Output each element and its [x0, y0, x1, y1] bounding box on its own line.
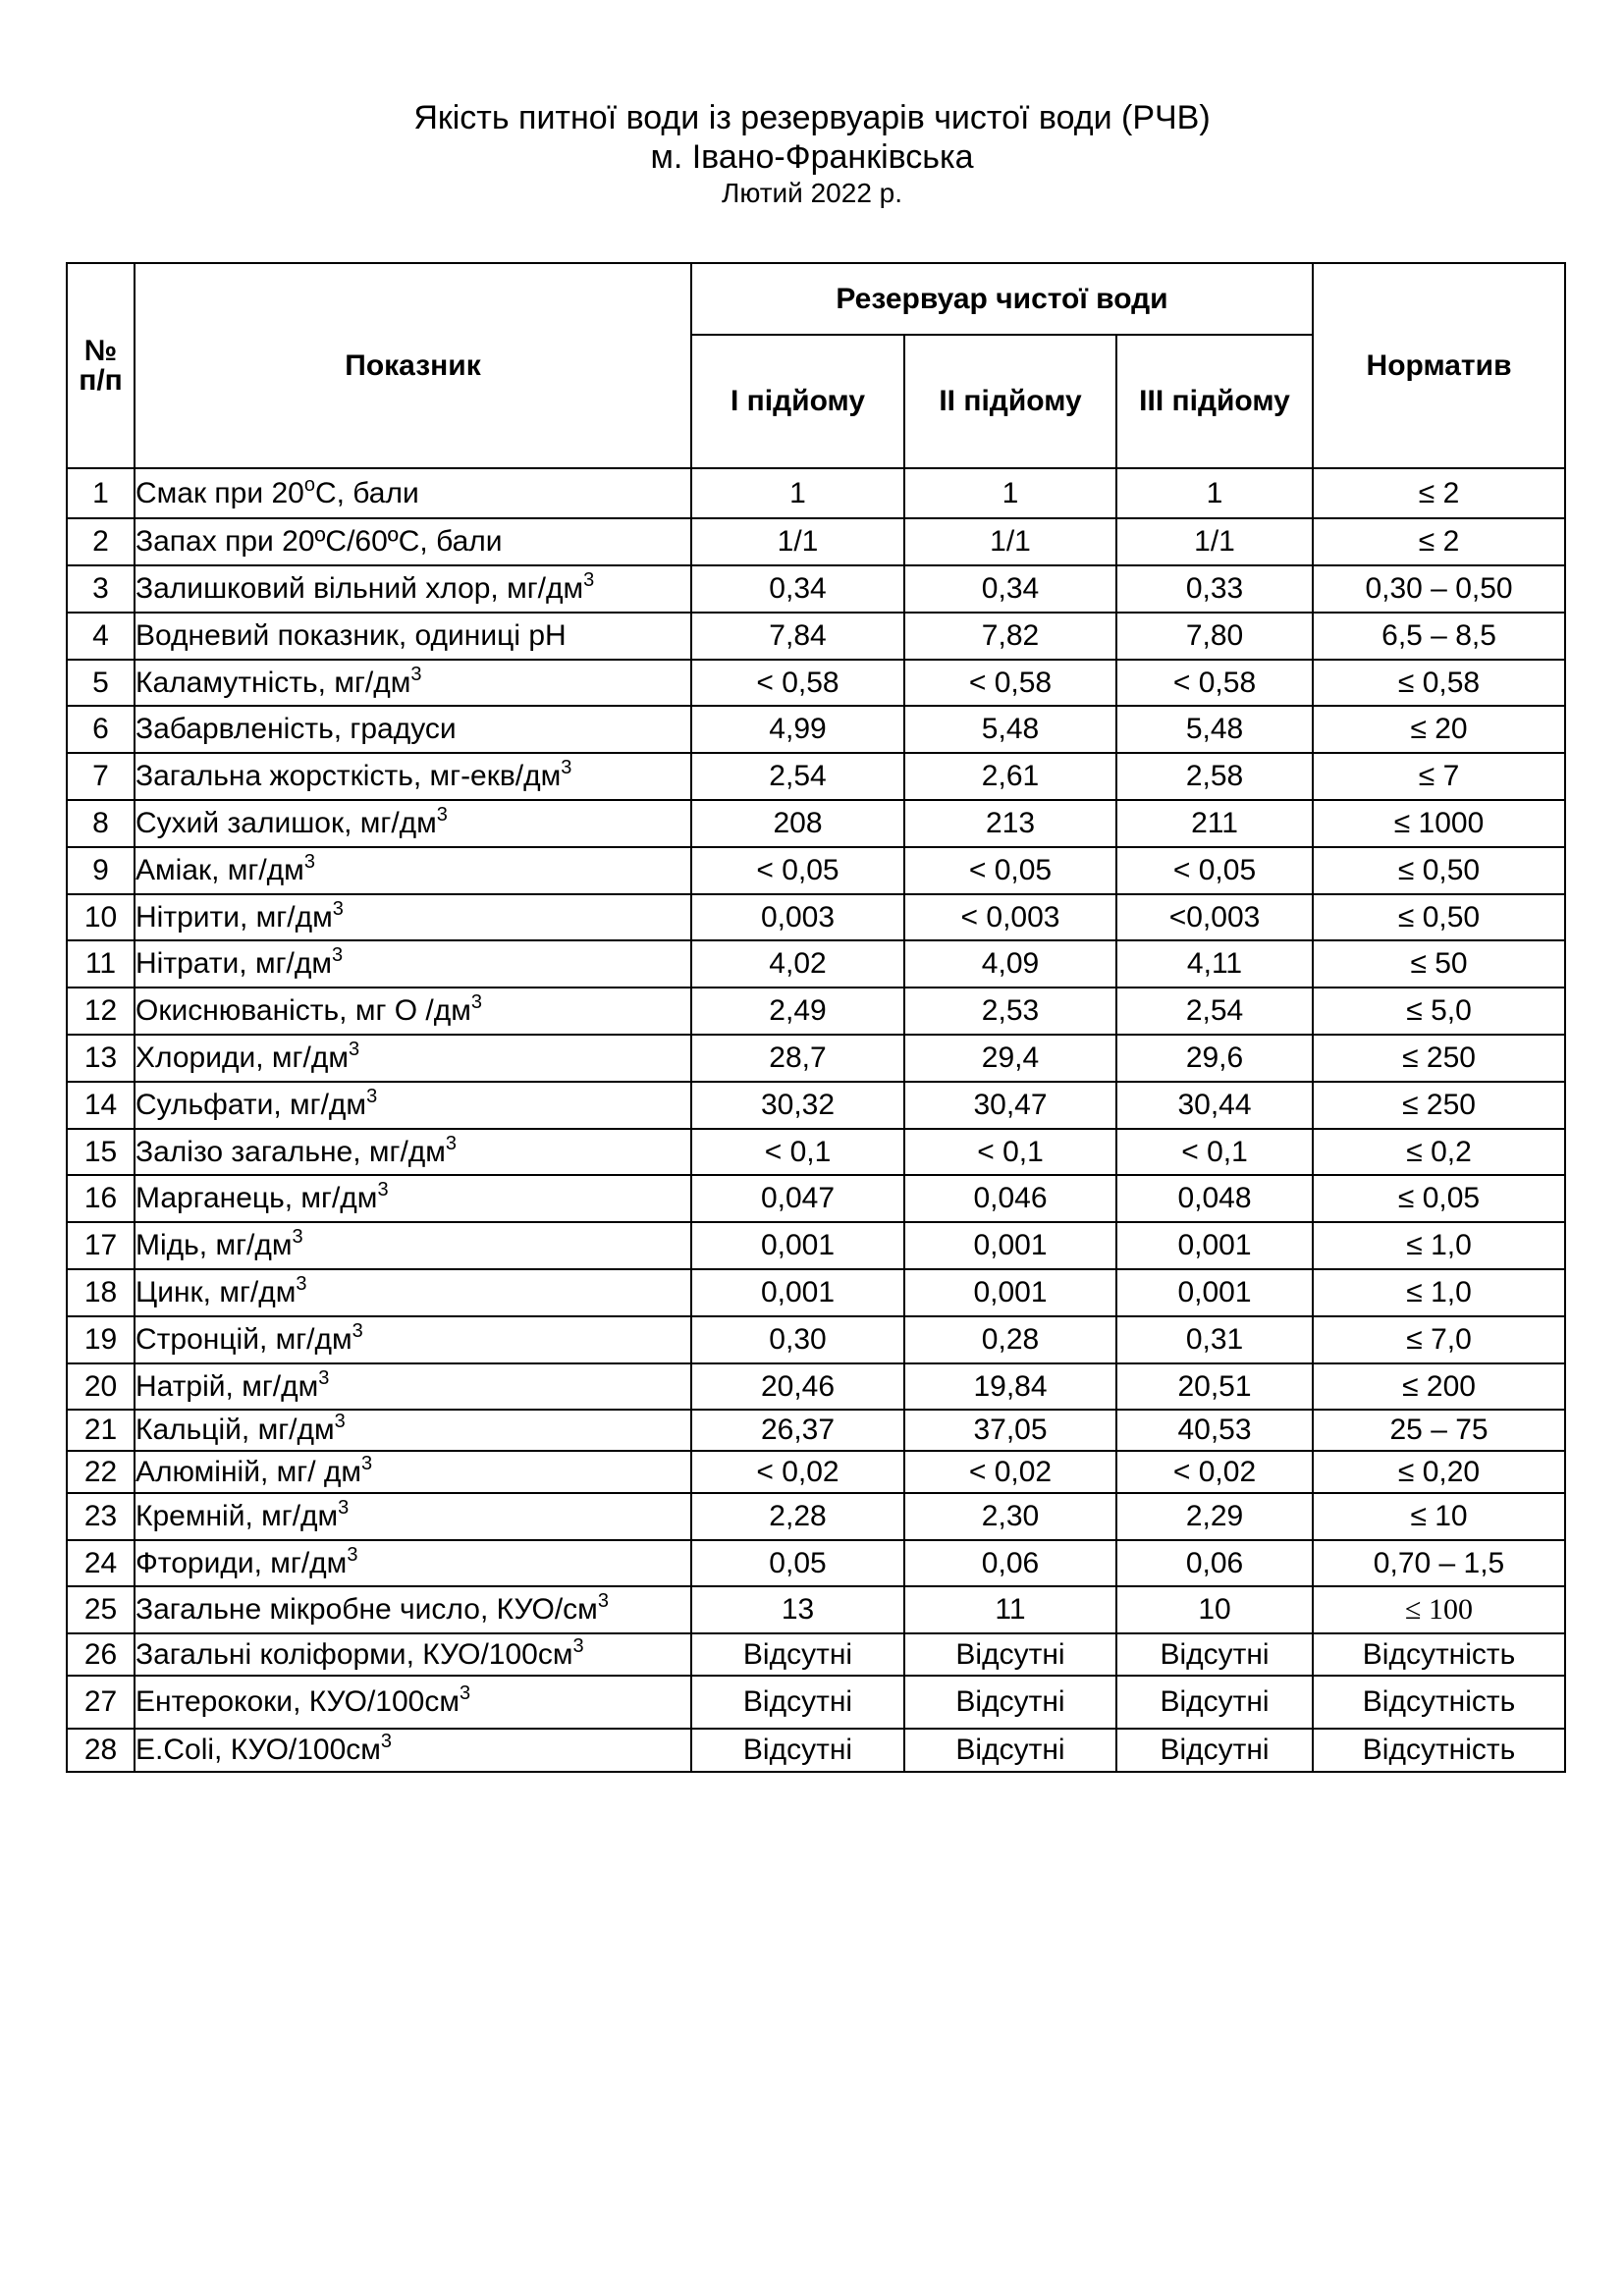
- reservoir-1-value: 2,54: [691, 753, 904, 800]
- norm-value: Відсутність: [1313, 1729, 1565, 1772]
- norm-value: ≤ 1,0: [1313, 1269, 1565, 1316]
- indicator-name: [135, 940, 691, 988]
- table-row: [67, 1082, 1565, 1129]
- indicator-label: Загальна жорсткість, мг-екв/дм: [135, 760, 562, 792]
- row-number: 6: [67, 706, 135, 753]
- reservoir-1-value: < 0,1: [691, 1129, 904, 1175]
- table-row: [67, 1540, 1565, 1586]
- indicator-name: [135, 1451, 691, 1493]
- norm-value: 0,70 – 1,5: [1313, 1540, 1565, 1586]
- unit-superscript: 3: [296, 1273, 307, 1295]
- reservoir-1-value: 20,46: [691, 1363, 904, 1410]
- indicator-name: [135, 1493, 691, 1540]
- row-number: 25: [67, 1586, 135, 1633]
- reservoir-1-value: Відсутні: [691, 1729, 904, 1772]
- indicator-label: Залізо загальне, мг/дм: [135, 1135, 446, 1168]
- table-row: [67, 1129, 1565, 1175]
- reservoir-1-value: 0,34: [691, 565, 904, 613]
- reservoir-3-value: 0,048: [1116, 1175, 1313, 1222]
- row-number: 28: [67, 1729, 135, 1772]
- indicator-name: [135, 468, 691, 518]
- header-indicator: Показник: [135, 263, 691, 468]
- reservoir-3-value: 1: [1116, 468, 1313, 518]
- indicator-label: Стронцій, мг/дм: [135, 1323, 352, 1356]
- table-row: [67, 1633, 1565, 1676]
- indicator-name: [135, 1363, 691, 1410]
- row-number: 21: [67, 1410, 135, 1451]
- indicator-name: [135, 613, 691, 660]
- indicator-label: Цинк, мг/дм: [135, 1276, 297, 1308]
- reservoir-2-value: 5,48: [904, 706, 1116, 753]
- norm-value: ≤ 7: [1313, 753, 1565, 800]
- reservoir-2-value: 30,47: [904, 1082, 1116, 1129]
- reservoir-1-value: 0,047: [691, 1175, 904, 1222]
- unit-superscript: 3: [303, 851, 315, 873]
- reservoir-3-value: <0,003: [1116, 894, 1313, 940]
- norm-value: ≤ 1,0: [1313, 1222, 1565, 1269]
- reservoir-3-value: 1/1: [1116, 518, 1313, 565]
- norm-value: ≤ 2: [1313, 468, 1565, 518]
- reservoir-3-value: < 0,1: [1116, 1129, 1313, 1175]
- indicator-label: Нітрати, мг/дм: [135, 947, 332, 980]
- unit-superscript: 3: [352, 1320, 363, 1342]
- indicator-name: [135, 1540, 691, 1586]
- indicator-name: [135, 1175, 691, 1222]
- table-row: [67, 940, 1565, 988]
- reservoir-1-value: 0,001: [691, 1269, 904, 1316]
- table-row: [67, 613, 1565, 660]
- reservoir-1-value: 0,003: [691, 894, 904, 940]
- indicator-label: Запах при 20ºС/60ºС, бали: [135, 525, 503, 558]
- reservoir-1-value: 2,28: [691, 1493, 904, 1540]
- indicator-label: Водневий показник, одиниці рН: [135, 619, 567, 652]
- reservoir-2-value: 1: [904, 468, 1116, 518]
- norm-value: 25 – 75: [1313, 1410, 1565, 1451]
- reservoir-3-value: 20,51: [1116, 1363, 1313, 1410]
- unit-superscript: 3: [470, 991, 483, 1013]
- row-number: 18: [67, 1269, 135, 1316]
- indicator-label: Фториди, мг/дм: [135, 1546, 348, 1579]
- reservoir-3-value: 2,54: [1116, 988, 1313, 1035]
- indicator-label: Алюміній, мг/ дм: [135, 1455, 361, 1488]
- header-reservoir-group: Резервуар чистої води: [691, 263, 1313, 335]
- header-number-line1: №: [83, 334, 118, 367]
- indicator-name: [135, 1729, 691, 1772]
- norm-value: ≤ 250: [1313, 1035, 1565, 1082]
- table-row: [67, 660, 1565, 706]
- indicator-label: Аміак, мг/дм: [135, 854, 304, 886]
- reservoir-2-value: 4,09: [904, 940, 1116, 988]
- row-number: 17: [67, 1222, 135, 1269]
- table-row: [67, 894, 1565, 940]
- indicator-name: [135, 565, 691, 613]
- title-line-1: Якість питної води із резервуарів чистої води (РЧВ): [413, 99, 1211, 136]
- row-number: 24: [67, 1540, 135, 1586]
- reservoir-1-value: 0,001: [691, 1222, 904, 1269]
- reservoir-3-value: 29,6: [1116, 1035, 1313, 1082]
- reservoir-3-value: 0,06: [1116, 1540, 1313, 1586]
- indicator-label-rest: С, бали: [314, 476, 419, 509]
- indicator-name: [135, 706, 691, 753]
- indicator-name: [135, 800, 691, 847]
- row-number: 14: [67, 1082, 135, 1129]
- unit-superscript: 3: [334, 1411, 346, 1432]
- indicator-name: [135, 1269, 691, 1316]
- indicator-name: [135, 753, 691, 800]
- indicator-name: [135, 1676, 691, 1729]
- reservoir-2-value: Відсутні: [904, 1633, 1116, 1676]
- row-number: 12: [67, 988, 135, 1035]
- norm-value: ≤ 0,2: [1313, 1129, 1565, 1175]
- row-number: 20: [67, 1363, 135, 1410]
- reservoir-1-value: Відсутні: [691, 1676, 904, 1729]
- norm-value: 6,5 – 8,5: [1313, 613, 1565, 660]
- row-number: 26: [67, 1633, 135, 1676]
- reservoir-3-value: 10: [1116, 1586, 1313, 1633]
- reservoir-3-value: 40,53: [1116, 1410, 1313, 1451]
- indicator-name: [135, 1586, 691, 1633]
- reservoir-2-value: Відсутні: [904, 1676, 1116, 1729]
- reservoir-1-value: 208: [691, 800, 904, 847]
- reservoir-3-value: < 0,58: [1116, 660, 1313, 706]
- unit-superscript: 3: [331, 944, 344, 966]
- table-row: [67, 800, 1565, 847]
- norm-value: Відсутність: [1313, 1633, 1565, 1676]
- water-quality-table: [66, 262, 1566, 1773]
- indicator-name: [135, 1222, 691, 1269]
- norm-value: ≤ 7,0: [1313, 1316, 1565, 1363]
- table-row: [67, 706, 1565, 753]
- row-number: 3: [67, 565, 135, 613]
- unit-superscript: 3: [572, 1634, 584, 1657]
- table-row: [67, 1035, 1565, 1082]
- reservoir-2-value: 11: [904, 1586, 1116, 1633]
- reservoir-2-value: < 0,02: [904, 1451, 1116, 1493]
- indicator-label: Ентерококи, КУО/100см: [135, 1685, 460, 1718]
- reservoir-2-value: 2,61: [904, 753, 1116, 800]
- table-row: [67, 1493, 1565, 1540]
- reservoir-2-value: 0,06: [904, 1540, 1116, 1586]
- reservoir-2-value: 2,30: [904, 1493, 1116, 1540]
- reservoir-3-value: 2,58: [1116, 753, 1313, 800]
- document-title: [0, 98, 1624, 210]
- unit-superscript: 3: [292, 1226, 303, 1248]
- unit-superscript: 3: [436, 804, 448, 826]
- row-number: 1: [67, 468, 135, 518]
- reservoir-1-value: 26,37: [691, 1410, 904, 1451]
- reservoir-2-value: Відсутні: [904, 1729, 1116, 1772]
- reservoir-3-value: Відсутні: [1116, 1633, 1313, 1676]
- reservoir-2-value: 19,84: [904, 1363, 1116, 1410]
- unit-superscript: 3: [583, 569, 595, 591]
- indicator-label: Марганець, мг/дм: [135, 1182, 378, 1214]
- table-row: [67, 518, 1565, 565]
- unit-superscript: 3: [597, 1590, 609, 1612]
- indicator-label: Каламутність, мг/дм: [135, 666, 411, 699]
- table-row: [67, 1729, 1565, 1772]
- table-row: [67, 1451, 1565, 1493]
- table-row: [67, 1363, 1565, 1410]
- norm-value: ≤ 100: [1313, 1586, 1565, 1633]
- title-line-2: м. Івано-Франківська: [650, 138, 974, 176]
- row-number: 10: [67, 894, 135, 940]
- indicator-name: [135, 1410, 691, 1451]
- reservoir-2-value: 0,28: [904, 1316, 1116, 1363]
- unit-superscript: 3: [347, 1543, 358, 1566]
- reservoir-1-value: 30,32: [691, 1082, 904, 1129]
- row-number: 16: [67, 1175, 135, 1222]
- title-line-3-date: Лютий 2022 р.: [721, 178, 903, 208]
- reservoir-1-value: 1/1: [691, 518, 904, 565]
- norm-value: ≤ 200: [1313, 1363, 1565, 1410]
- indicator-label: Забарвленість, градуси: [135, 713, 457, 745]
- table-row: [67, 1222, 1565, 1269]
- reservoir-1-value: 7,84: [691, 613, 904, 660]
- indicator-label: Загальні коліформи, КУО/100см: [135, 1637, 573, 1671]
- row-number: 15: [67, 1129, 135, 1175]
- row-number: 7: [67, 753, 135, 800]
- unit-superscript: 3: [332, 897, 344, 920]
- norm-value: ≤ 0,20: [1313, 1451, 1565, 1493]
- header-number: [67, 263, 135, 468]
- indicator-label: Нітрити, мг/дм: [135, 900, 333, 934]
- reservoir-2-value: 2,53: [904, 988, 1116, 1035]
- unit-superscript: 3: [445, 1132, 458, 1154]
- row-number: 19: [67, 1316, 135, 1363]
- norm-value: ≤ 1000: [1313, 800, 1565, 847]
- reservoir-3-value: 7,80: [1116, 613, 1313, 660]
- indicator-name: [135, 660, 691, 706]
- reservoir-3-value: 30,44: [1116, 1082, 1313, 1129]
- row-number: 27: [67, 1676, 135, 1729]
- reservoir-3-value: 4,11: [1116, 940, 1313, 988]
- reservoir-3-value: Відсутні: [1116, 1676, 1313, 1729]
- table-row: [67, 988, 1565, 1035]
- reservoir-2-value: < 0,58: [904, 660, 1116, 706]
- table-row: [67, 565, 1565, 613]
- reservoir-1-value: < 0,58: [691, 660, 904, 706]
- reservoir-2-value: 0,34: [904, 565, 1116, 613]
- reservoir-3-value: 5,48: [1116, 706, 1313, 753]
- reservoir-2-value: 37,05: [904, 1410, 1116, 1451]
- table-row: [67, 847, 1565, 894]
- reservoir-1-value: 4,02: [691, 940, 904, 988]
- indicator-label: Натрій, мг/дм: [135, 1369, 319, 1403]
- indicator-name: [135, 894, 691, 940]
- norm-value: ≤ 250: [1313, 1082, 1565, 1129]
- indicator-label: Залишковий вільний хлор, мг/дм: [135, 572, 584, 605]
- norm-value: ≤ 5,0: [1313, 988, 1565, 1035]
- indicator-label: Кремній, мг/дм: [135, 1500, 339, 1532]
- indicator-name: [135, 1633, 691, 1676]
- norm-value: ≤ 0,05: [1313, 1175, 1565, 1222]
- unit-superscript: 3: [348, 1039, 360, 1060]
- reservoir-1-value: 2,49: [691, 988, 904, 1035]
- indicator-label: Мідь, мг/дм: [135, 1229, 293, 1261]
- indicator-name: [135, 1035, 691, 1082]
- norm-value: Відсутність: [1313, 1676, 1565, 1729]
- row-number: 23: [67, 1493, 135, 1540]
- reservoir-1-value: < 0,05: [691, 847, 904, 894]
- table-row: [67, 1269, 1565, 1316]
- norm-value: ≤ 2: [1313, 518, 1565, 565]
- reservoir-2-value: 29,4: [904, 1035, 1116, 1082]
- reservoir-1-value: 13: [691, 1586, 904, 1633]
- norm-value: ≤ 50: [1313, 940, 1565, 988]
- unit-superscript: 3: [366, 1086, 378, 1107]
- norm-value: ≤ 0,50: [1313, 894, 1565, 940]
- indicator-name: [135, 988, 691, 1035]
- indicator-label: Хлориди, мг/дм: [135, 1041, 349, 1074]
- header-reservoir-3: ІІІ підйому: [1116, 335, 1313, 468]
- reservoir-3-value: Відсутні: [1116, 1729, 1313, 1772]
- table-row: [67, 753, 1565, 800]
- reservoir-2-value: 7,82: [904, 613, 1116, 660]
- table-row: [67, 1586, 1565, 1633]
- reservoir-1-value: Відсутні: [691, 1633, 904, 1676]
- indicator-label: Кальцій, мг/дм: [135, 1414, 335, 1446]
- reservoir-3-value: 0,33: [1116, 565, 1313, 613]
- reservoir-1-value: 28,7: [691, 1035, 904, 1082]
- row-number: 13: [67, 1035, 135, 1082]
- reservoir-3-value: 0,31: [1116, 1316, 1313, 1363]
- header-number-line2: п/п: [79, 363, 123, 397]
- reservoir-3-value: < 0,05: [1116, 847, 1313, 894]
- unit-superscript: 3: [380, 1731, 393, 1752]
- reservoir-2-value: 0,001: [904, 1269, 1116, 1316]
- header-norm: Норматив: [1313, 263, 1565, 468]
- indicator-label: Сухий залишок, мг/дм: [135, 807, 437, 839]
- row-number: 11: [67, 940, 135, 988]
- indicator-name: [135, 1129, 691, 1175]
- reservoir-3-value: 211: [1116, 800, 1313, 847]
- reservoir-3-value: 0,001: [1116, 1222, 1313, 1269]
- table-row: [67, 1410, 1565, 1451]
- norm-value: ≤ 10: [1313, 1493, 1565, 1540]
- reservoir-1-value: 4,99: [691, 706, 904, 753]
- indicator-label: Сульфати, мг/дм: [135, 1089, 367, 1121]
- indicator-label: Загальне мікробне число, КУО/см: [135, 1593, 598, 1626]
- table-row: [67, 1316, 1565, 1363]
- reservoir-1-value: 0,05: [691, 1540, 904, 1586]
- reservoir-1-value: < 0,02: [691, 1451, 904, 1493]
- unit-superscript: 3: [561, 757, 572, 778]
- table-row: [67, 1175, 1565, 1222]
- norm-value: 0,30 – 0,50: [1313, 565, 1565, 613]
- row-number: 22: [67, 1451, 135, 1493]
- reservoir-2-value: 0,046: [904, 1175, 1116, 1222]
- reservoir-2-value: 213: [904, 800, 1116, 847]
- reservoir-3-value: 2,29: [1116, 1493, 1313, 1540]
- indicator-label: E.Coli, КУО/100см: [135, 1734, 381, 1766]
- row-number: 8: [67, 800, 135, 847]
- unit-superscript: 3: [318, 1366, 330, 1389]
- norm-value: ≤ 0,50: [1313, 847, 1565, 894]
- degree-superscript: о: [303, 473, 315, 496]
- reservoir-1-value: 0,30: [691, 1316, 904, 1363]
- reservoir-3-value: 0,001: [1116, 1269, 1313, 1316]
- header-reservoir-2: ІІ підйому: [904, 335, 1116, 468]
- indicator-name: [135, 847, 691, 894]
- reservoir-1-value: 1: [691, 468, 904, 518]
- table-row: [67, 1676, 1565, 1729]
- indicator-label: Смак при 20: [135, 476, 304, 509]
- row-number: 2: [67, 518, 135, 565]
- norm-value: ≤ 0,58: [1313, 660, 1565, 706]
- reservoir-2-value: 0,001: [904, 1222, 1116, 1269]
- unit-superscript: 3: [410, 663, 422, 685]
- indicator-name: [135, 518, 691, 565]
- row-number: 4: [67, 613, 135, 660]
- indicator-name: [135, 1082, 691, 1129]
- reservoir-3-value: < 0,02: [1116, 1451, 1313, 1493]
- norm-value: ≤ 20: [1313, 706, 1565, 753]
- row-number: 9: [67, 847, 135, 894]
- reservoir-2-value: < 0,003: [904, 894, 1116, 940]
- header-reservoir-1: І підйому: [691, 335, 904, 468]
- unit-superscript: 3: [459, 1682, 471, 1704]
- reservoir-2-value: < 0,05: [904, 847, 1116, 894]
- indicator-label: Окиснюваність, мг О /дм: [135, 994, 471, 1027]
- unit-superscript: 3: [377, 1179, 389, 1201]
- reservoir-2-value: < 0,1: [904, 1129, 1116, 1175]
- row-number: 5: [67, 660, 135, 706]
- indicator-name: [135, 1316, 691, 1363]
- table-row: [67, 468, 1565, 518]
- reservoir-2-value: 1/1: [904, 518, 1116, 565]
- unit-superscript: 3: [338, 1497, 350, 1519]
- unit-superscript: 3: [361, 1452, 373, 1474]
